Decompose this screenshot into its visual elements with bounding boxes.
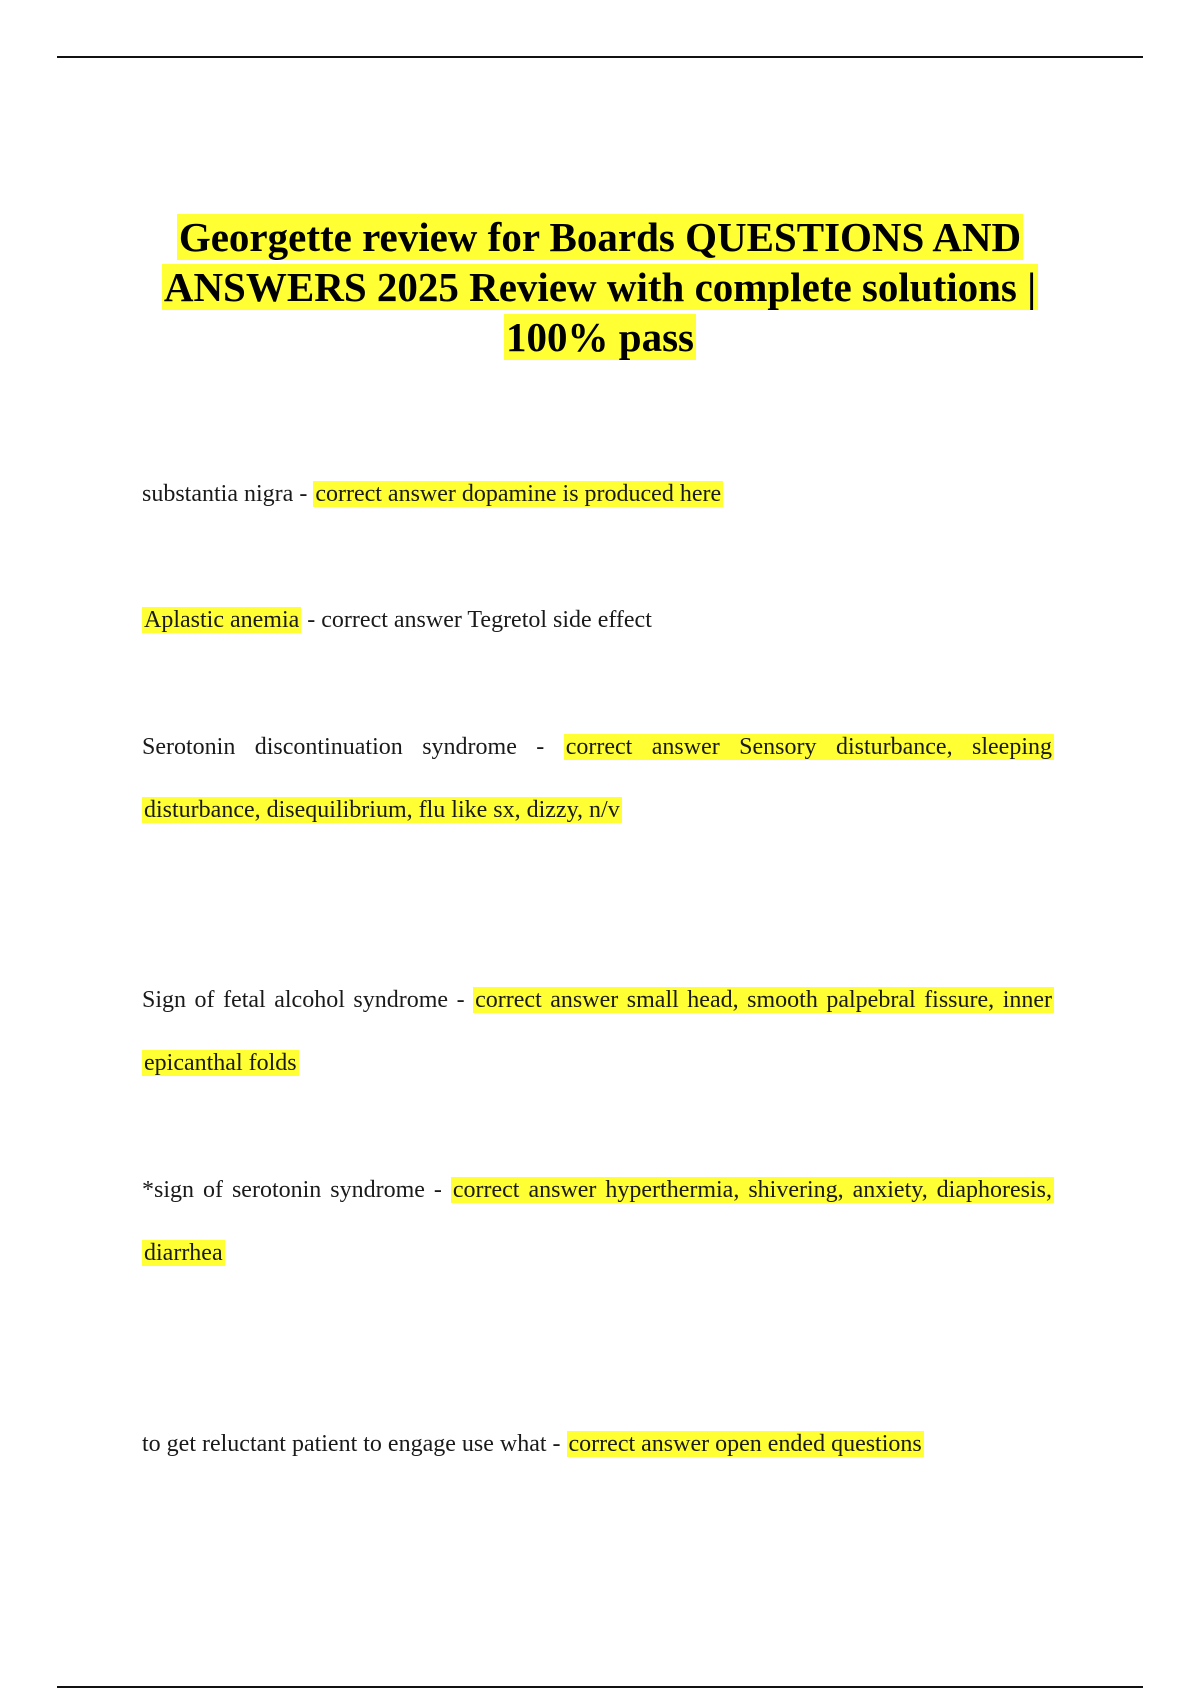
document-title-text: Georgette review for Boards QUESTIONS AND ANSWERS 2025 Review with complete solutions | 100% pass (163, 214, 1037, 360)
entry-term: Aplastic anemia (144, 607, 300, 633)
qa-entry (142, 716, 1054, 842)
entry-separator: - (516, 734, 564, 760)
entry-answer: correct answer hyperthermia, shivering, anxiety, diaphoresis, diarrhea (144, 1177, 1052, 1266)
qa-entry (142, 1413, 1054, 1476)
entry-term: Serotonin discontinuation syndrome (142, 734, 517, 760)
entry-term: to get reluctant patient to engage use what (142, 1431, 547, 1457)
entry-separator: - (293, 481, 314, 507)
entry-term: Sign of fetal alcohol syndrome (142, 987, 449, 1013)
bottom-rule (57, 1686, 1143, 1688)
entry-separator: - (301, 607, 322, 633)
qa-entry (142, 463, 1054, 526)
entry-separator: - (448, 987, 474, 1013)
entry-answer: correct answer small head, smooth palpebral fissure, inner epicanthal folds (144, 987, 1053, 1076)
entry-separator: - (424, 1177, 451, 1203)
top-rule (57, 56, 1143, 58)
qa-entry (142, 589, 1054, 652)
entry-term: *sign of serotonin syndrome (142, 1177, 425, 1203)
entry-answer: correct answer dopamine is produced here (315, 481, 722, 507)
qa-entry (142, 1159, 1054, 1285)
entry-answer: correct answer Tegretol side effect (321, 607, 652, 633)
entry-term: substantia nigra (142, 481, 294, 507)
entry-separator: - (546, 1431, 567, 1457)
entry-answer: correct answer open ended questions (568, 1431, 922, 1457)
qa-entry (142, 969, 1054, 1095)
document-title (120, 212, 1080, 362)
entry-answer: correct answer Sensory disturbance, sleeping disturbance, disequilibrium, flu like sx, dizzy, n/v (144, 734, 1052, 823)
